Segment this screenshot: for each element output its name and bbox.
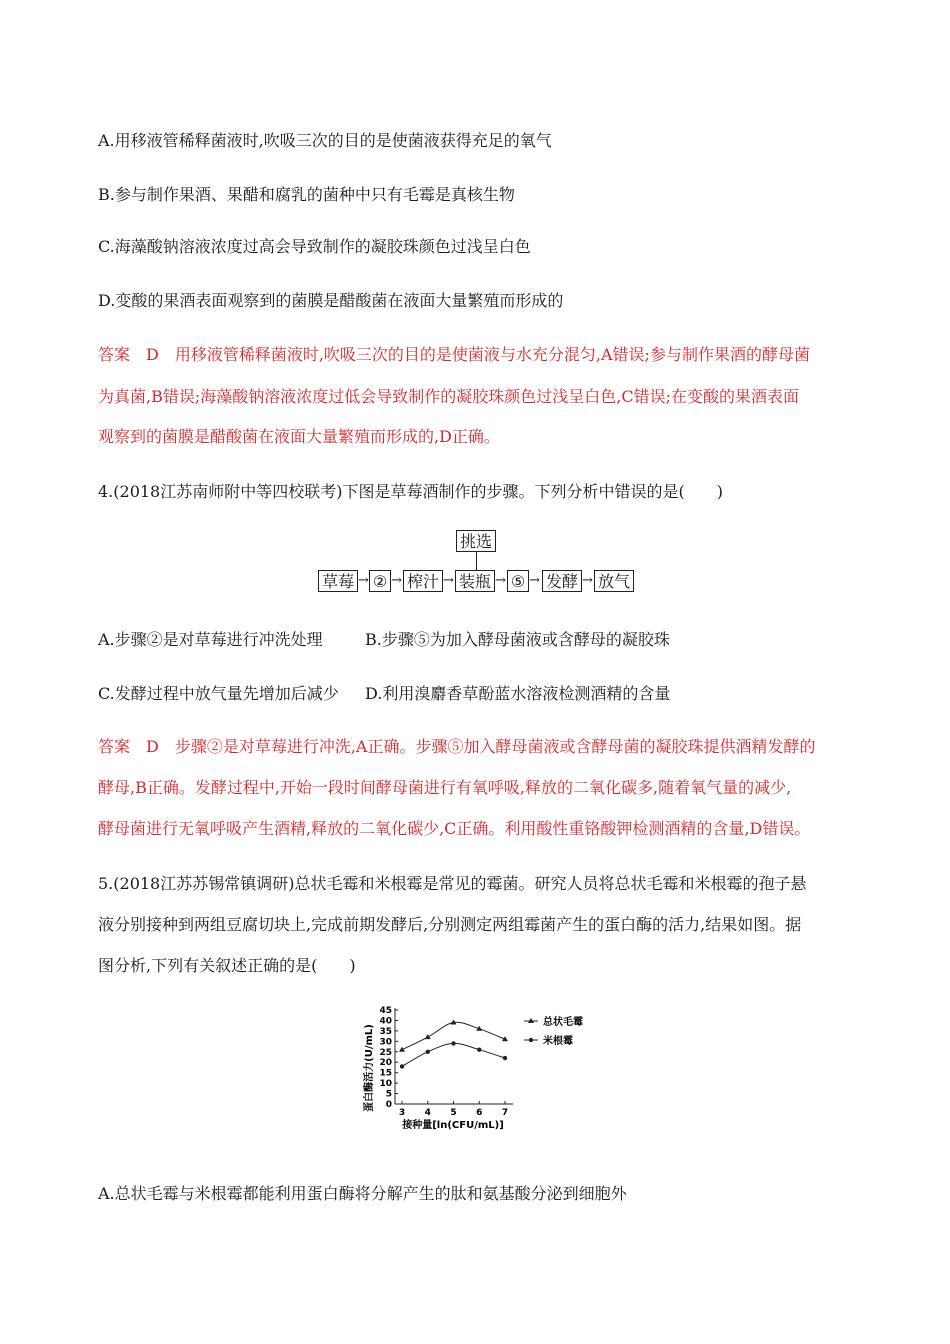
q3-answer-line-1: 答案 D 用移液管稀释菌液时,吹吸三次的目的是使菌液与水充分混匀,A错误;参与制作果酒的酵母菌 [98,345,810,364]
legend-label: 总状毛霉 [543,1017,583,1028]
y-tick-label: 30 [379,1037,392,1048]
chart-series [399,1020,508,1069]
flow-arrow-icon: → [495,573,506,588]
q5-stem-line-2: 液分别接种到两组豆腐切块上,完成前期发酵后,分别测定两组霉菌产生的蛋白酶的活力,结果如图。据 [98,915,802,934]
q3-answer-line-3: 观察到的菌膜是醋酸菌在液面大量繁殖而形成的,D正确。 [98,427,500,446]
y-tick-label: 0 [385,1100,392,1110]
y-tick-label: 25 [379,1047,392,1058]
flow-step-2: ② [369,570,391,592]
q3-option-d: D.变酸的果酒表面观察到的菌膜是醋酸菌在液面大量繁殖而形成的 [98,291,564,310]
legend-label: 米根霉 [543,1036,573,1047]
flow-step-6: 发酵 [542,570,582,592]
flow-arrow-icon: → [358,573,369,588]
flow-step-4: 装瓶 [455,570,495,592]
chart-ticks [379,1006,508,1118]
legend-marker-circle [529,1038,533,1042]
flow-top-box: 挑选 [456,530,496,552]
y-tick-label: 5 [385,1089,392,1100]
x-tick-label: 6 [476,1108,483,1118]
q4-option-d: D.利用溴麝香草酚蓝水溶液检测酒精的含量 [365,684,671,703]
data-point-circle [477,1047,481,1051]
flow-step-7: 放气 [594,570,634,592]
y-tick-label: 20 [379,1058,392,1069]
data-point-triangle [425,1034,431,1039]
q5-stem-line-3: 图分析,下列有关叙述正确的是( ) [98,956,356,975]
data-point-circle [451,1041,455,1045]
data-point-circle [503,1056,507,1060]
q5-stem-line-1: 5.(2018江苏苏锡常镇调研)总状毛霉和米根霉是常见的霉菌。研究人员将总状毛霉和米根霉的孢子悬 [98,874,807,893]
q4-answer-line-2: 酵母,B正确。发酵过程中,开始一段时间酵母菌进行有氧呼吸,释放的二氧化碳多,随着氧气量的减少, [98,778,792,797]
flow-arrow-icon: → [529,573,540,588]
y-tick-label: 40 [379,1016,392,1027]
y-tick-label: 35 [379,1026,392,1037]
flow-arrow-icon: → [582,573,593,588]
y-tick-label: 10 [379,1079,392,1090]
q5-option-a: A.总状毛霉与米根霉都能利用蛋白酶将分解产生的肽和氨基酸分泌到细胞外 [98,1184,627,1203]
flow-arrow-icon: → [443,573,454,588]
q3-option-a: A.用移液管稀释菌液时,吹吸三次的目的是使菌液获得充足的氧气 [98,131,552,150]
q4-answer-line-1: 答案 D 步骤②是对草莓进行冲洗,A正确。步骤⑤加入酵母菌液或含酵母菌的凝胶珠提供酒精发酵的 [98,737,816,756]
x-tick-label: 5 [450,1108,457,1118]
x-tick-label: 7 [501,1108,509,1118]
q4-option-c: C.发酵过程中放气量先增加后减少 [98,684,339,703]
y-tick-label: 45 [379,1006,392,1016]
q4-stem: 4.(2018江苏南师附中等四校联考)下图是草莓酒制作的步骤。下列分析中错误的是( ) [98,482,723,501]
enzyme-activity-chart [340,1000,610,1140]
q3-option-c: C.海藻酸钠溶液浓度过高会导致制作的凝胶珠颜色过浅呈白色 [98,237,531,256]
flow-connector [476,552,477,570]
chart-xlabel: 接种量[ln(CFU/mL)] [402,1120,504,1131]
q3-option-b: B.参与制作果酒、果醋和腐乳的菌种中只有毛霉是真核生物 [98,185,515,204]
y-tick-label: 15 [379,1068,392,1079]
data-point-circle [400,1064,404,1068]
series-line-2 [402,1043,505,1066]
q4-option-b: B.步骤⑤为加入酵母菌液或含酵母的凝胶珠 [365,630,670,649]
q3-answer-line-2: 为真菌,B错误;海藻酸钠溶液浓度过低会导致制作的凝胶珠颜色过浅呈白色,C错误;在变酸的果酒表面 [98,387,799,406]
chart-ylabel: 蛋白酶活力(U/mL) [364,1024,375,1112]
data-point-circle [426,1050,430,1054]
x-tick-label: 3 [398,1108,406,1118]
flow-arrow-icon: → [391,573,402,588]
q4-option-a: A.步骤②是对草莓进行冲洗处理 [98,630,323,649]
x-tick-label: 4 [424,1108,431,1118]
flow-step-1: 草莓 [318,570,358,592]
flow-step-5: ⑤ [507,570,529,592]
q4-answer-line-3: 酵母菌进行无氧呼吸产生酒精,释放的二氧化碳少,C正确。利用酸性重铬酸钾检测酒精的含量,D错误。 [98,819,811,838]
flow-step-3: 榨汁 [403,570,443,592]
chart-legend [524,1015,583,1047]
